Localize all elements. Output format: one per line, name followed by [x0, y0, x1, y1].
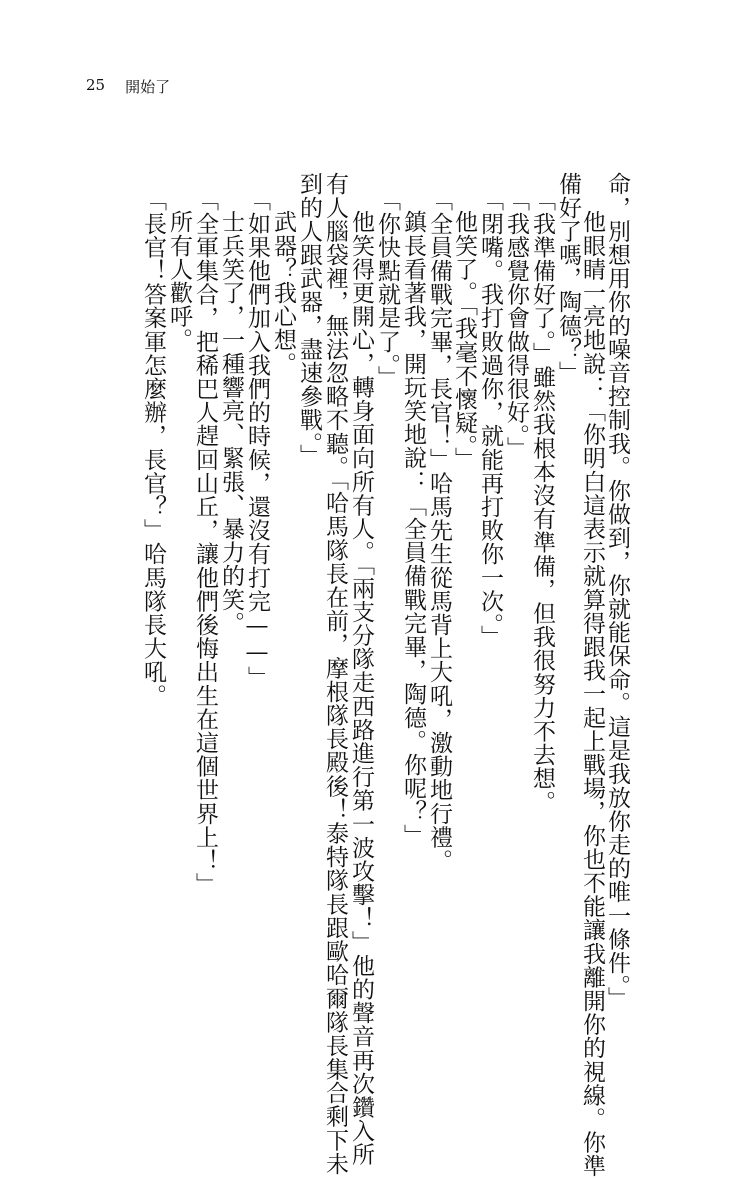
text-column: 「你快點就是了。」	[374, 188, 400, 389]
text-column: 備好了嗎，陶德？」	[555, 172, 581, 385]
page-number: 25	[86, 76, 106, 94]
text-column: 「我感覺你會做得很好。」	[503, 188, 529, 460]
text-column: 鎮長看著我，開玩笑地說：「全員備戰完畢，陶德。你呢？」	[400, 210, 426, 848]
text-column: 他笑得更開心，轉身面向所有人。「兩支分隊走西路進行第一波攻擊！」他的聲音再次鑽入所	[348, 210, 374, 1167]
text-column: 命，別想用你的噪音控制我。你做到，你就能保命。這是我放你走的唯一條件。」	[604, 172, 630, 1011]
text-column: 「如果他們加入我們的時候，還沒有打完——」	[244, 188, 270, 690]
text-column: 「我準備好了。」雖然我根本沒有準備，但我很努力不去想。	[529, 188, 555, 814]
text-column: 「全員備戰完畢，長官！」哈馬先生從馬背上大吼，激動地行禮。	[426, 188, 452, 873]
chapter-title: 開始了	[125, 78, 171, 96]
text-column: 他笑了。「我毫不懷疑。」	[451, 210, 477, 471]
text-column: 士兵笑了，一種響亮、緊張、暴力的笑。	[218, 210, 244, 635]
text-column: 「閉嘴。我打敗過你，就能再打敗你一次。」	[477, 188, 503, 649]
text-column: 他眼睛一亮地說：「你明白這表示就算得跟我一起上戰場，你也不能讓我離開你的視線。你準	[579, 210, 605, 1178]
text-column: 有人腦袋裡，無法忽略不聽。「哈馬隊長在前，摩根隊長殿後！泰特隊長跟歐哈爾隊長集合剩下未	[322, 172, 348, 1176]
text-column: 「全軍集合，把稀巴人趕回山丘，讓他們後悔出生在這個世界上！」	[192, 188, 218, 896]
text-column: 所有人歡呼。	[166, 210, 192, 352]
text-column: 武器？我心想。	[270, 210, 296, 376]
page-header	[86, 76, 170, 97]
text-column: 「長官！答案軍怎麼辦，長官？」哈馬隊長大吼。	[140, 188, 166, 708]
text-column: 到的人跟武器，盡速參戰。」	[296, 172, 322, 468]
